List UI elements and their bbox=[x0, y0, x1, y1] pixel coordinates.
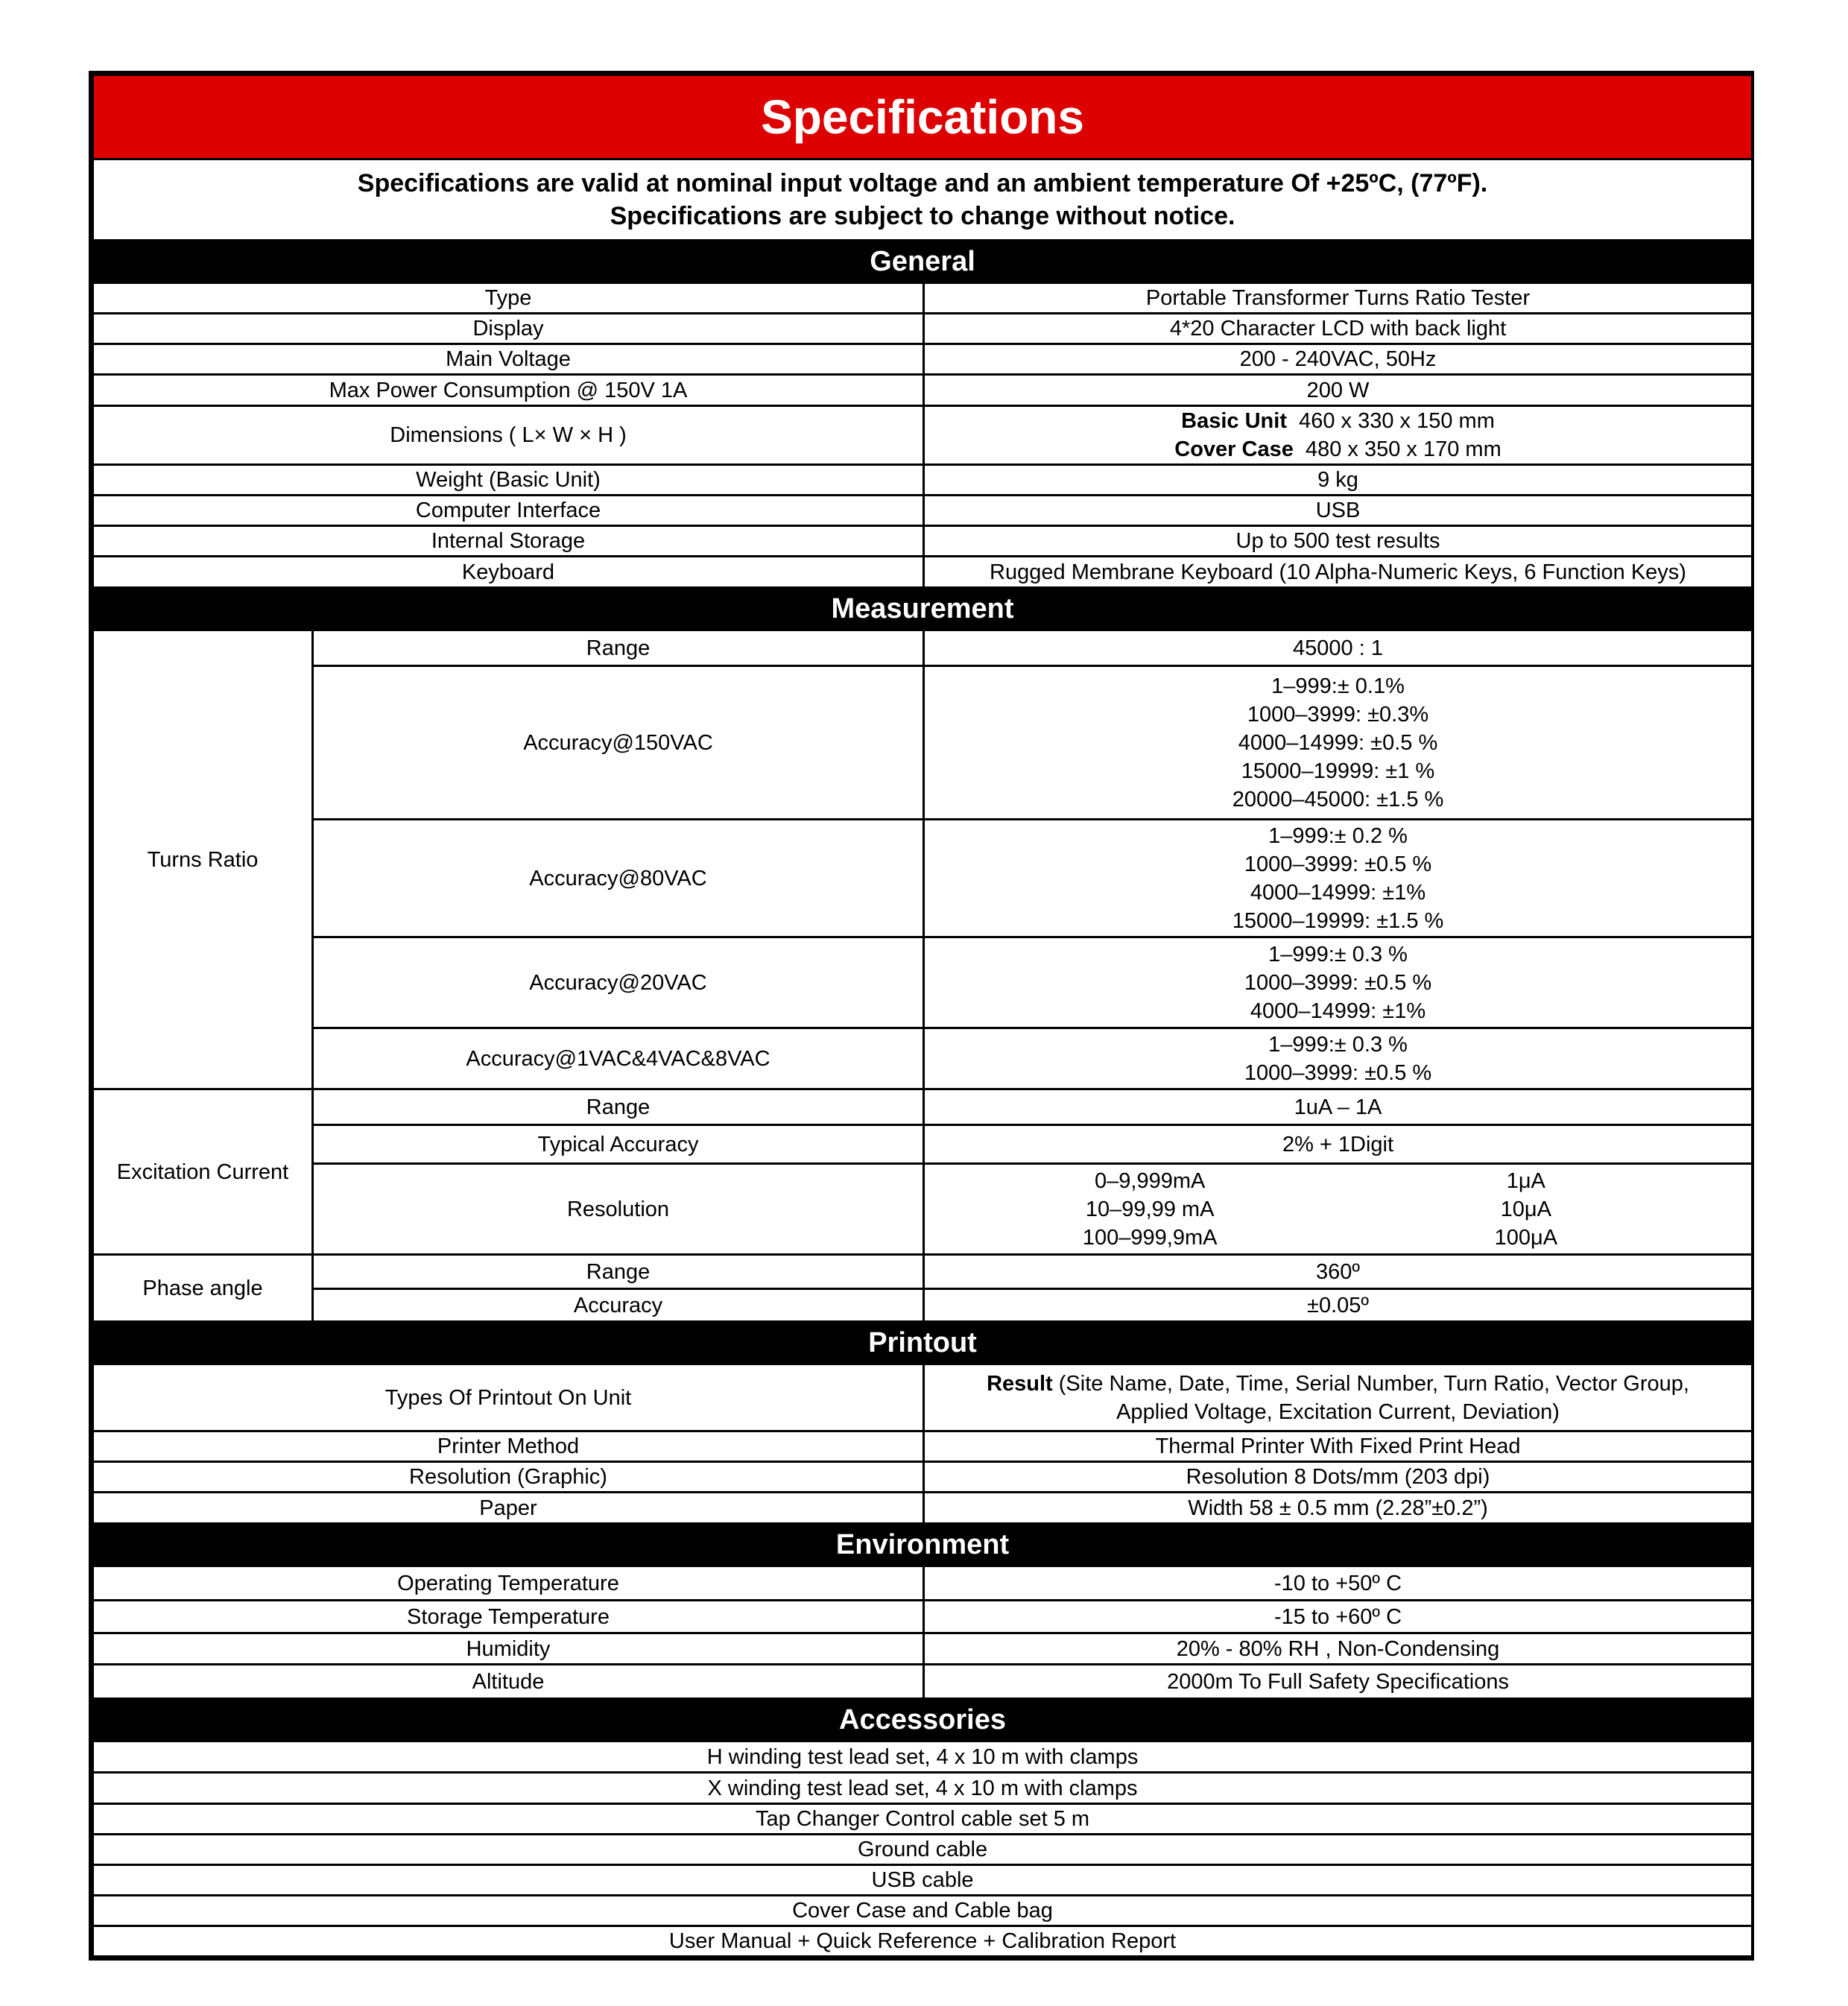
spec-value: Width 58 ± 0.5 mm (2.28”±0.2”) bbox=[924, 1493, 1753, 1524]
resolution-value: 100μA bbox=[1494, 1225, 1558, 1250]
accuracy-line: 1000–3999: ±0.3% bbox=[1247, 702, 1429, 727]
accuracy-line: 1000–3999: ±0.5 % bbox=[1244, 970, 1432, 995]
spec-label: Range bbox=[313, 1255, 924, 1289]
spec-value: 200 W bbox=[924, 375, 1753, 406]
spec-value: Portable Transformer Turns Ratio Tester bbox=[924, 283, 1753, 314]
spec-label: Storage Temperature bbox=[93, 1601, 924, 1633]
phase-angle-label: Phase angle bbox=[93, 1255, 313, 1322]
spec-value-printout-types bbox=[924, 1364, 1753, 1431]
resolution-range: 0–9,999mA bbox=[1095, 1168, 1206, 1193]
spec-label: Humidity bbox=[93, 1633, 924, 1665]
spec-label: Operating Temperature bbox=[93, 1566, 924, 1601]
spec-label: Altitude bbox=[93, 1665, 924, 1699]
accuracy-line: 1–999:± 0.1% bbox=[1271, 674, 1405, 698]
spec-label: Paper bbox=[93, 1493, 924, 1524]
accuracy-line: 4000–14999: ±1% bbox=[1250, 880, 1426, 905]
spec-label: Resolution bbox=[313, 1164, 924, 1255]
accuracy-line: 1–999:± 0.2 % bbox=[1268, 823, 1408, 848]
spec-value: 45000 : 1 bbox=[924, 630, 1753, 666]
excitation-current-label: Excitation Current bbox=[93, 1089, 313, 1255]
spec-value: ±0.05º bbox=[924, 1289, 1753, 1322]
spec-value: 360º bbox=[924, 1255, 1753, 1289]
validity-note bbox=[93, 159, 1753, 241]
spec-value: Rugged Membrane Keyboard (10 Alpha-Numeric Keys, 6 Function Keys) bbox=[924, 557, 1753, 588]
result-fields: (Site Name, Date, Time, Serial Number, Turn Ratio, Vector Group, bbox=[1052, 1371, 1689, 1396]
spec-label: Internal Storage bbox=[93, 526, 924, 557]
section-heading-measurement: Measurement bbox=[93, 588, 1753, 630]
spec-value: 20% - 80% RH , Non-Condensing bbox=[924, 1633, 1753, 1665]
spec-value-list bbox=[924, 937, 1753, 1028]
cover-case-value: 480 x 350 x 170 mm bbox=[1305, 437, 1502, 461]
accessory-item: User Manual + Quick Reference + Calibration Report bbox=[93, 1926, 1753, 1957]
spec-label: Types Of Printout On Unit bbox=[93, 1364, 924, 1431]
note-line: Specifications are subject to change without notice. bbox=[610, 202, 1235, 230]
resolution-value: 1μA bbox=[1506, 1168, 1545, 1193]
spec-label: Range bbox=[313, 630, 924, 666]
accuracy-line: 1000–3999: ±0.5 % bbox=[1244, 852, 1432, 876]
spec-value: 9 kg bbox=[924, 465, 1753, 496]
spec-value: Thermal Printer With Fixed Print Head bbox=[924, 1431, 1753, 1462]
spec-label: Dimensions ( L× W × H ) bbox=[93, 406, 924, 465]
spec-value: USB bbox=[924, 496, 1753, 526]
accessory-item: Cover Case and Cable bag bbox=[93, 1896, 1753, 1926]
accuracy-line: 1–999:± 0.3 % bbox=[1268, 1032, 1408, 1057]
spec-value: 1uA – 1A bbox=[924, 1089, 1753, 1125]
accessory-item: Ground cable bbox=[93, 1835, 1753, 1865]
basic-unit-label: Basic Unit bbox=[1181, 409, 1287, 433]
spec-label: Typical Accuracy bbox=[313, 1125, 924, 1164]
basic-unit-value: 460 x 330 x 150 mm bbox=[1299, 409, 1495, 433]
spec-value: 4*20 Character LCD with back light bbox=[924, 314, 1753, 344]
cover-case-label: Cover Case bbox=[1174, 437, 1294, 461]
spec-value-dimensions bbox=[924, 406, 1753, 465]
resolution-value: 10μA bbox=[1500, 1197, 1551, 1221]
spec-label: Weight (Basic Unit) bbox=[93, 465, 924, 496]
note-line: Specifications are valid at nominal input voltage and an ambient temperature Of +25ºC, (77ºF). bbox=[357, 169, 1488, 197]
spec-value: 200 - 240VAC, 50Hz bbox=[924, 344, 1753, 375]
page-title: Specifications bbox=[93, 75, 1753, 159]
accessory-item: H winding test lead set, 4 x 10 m with clamps bbox=[93, 1741, 1753, 1773]
result-label: Result bbox=[987, 1371, 1053, 1396]
spec-label: Accuracy@150VAC bbox=[313, 666, 924, 820]
spec-value: Up to 500 test results bbox=[924, 526, 1753, 557]
resolution-table bbox=[924, 1164, 1753, 1255]
accuracy-line: 15000–19999: ±1 % bbox=[1241, 759, 1435, 783]
result-fields: Applied Voltage, Excitation Current, Deviation) bbox=[1116, 1399, 1560, 1424]
spec-label: Accuracy@20VAC bbox=[313, 937, 924, 1028]
section-heading-printout: Printout bbox=[93, 1322, 1753, 1364]
spec-label: Accuracy@1VAC&4VAC&8VAC bbox=[313, 1028, 924, 1089]
accuracy-line: 1000–3999: ±0.5 % bbox=[1244, 1060, 1432, 1085]
accuracy-line: 1–999:± 0.3 % bbox=[1268, 942, 1408, 966]
spec-label: Computer Interface bbox=[93, 496, 924, 526]
section-heading-accessories: Accessories bbox=[93, 1699, 1753, 1741]
spec-label: Type bbox=[93, 283, 924, 314]
resolution-range: 10–99,99 mA bbox=[1085, 1197, 1215, 1221]
accuracy-line: 15000–19999: ±1.5 % bbox=[1232, 908, 1444, 933]
accuracy-line: 20000–45000: ±1.5 % bbox=[1232, 787, 1444, 811]
spec-value: 2% + 1Digit bbox=[924, 1125, 1753, 1164]
accessory-item: Tap Changer Control cable set 5 m bbox=[93, 1804, 1753, 1835]
spec-label: Resolution (Graphic) bbox=[93, 1462, 924, 1493]
spec-value-list bbox=[924, 820, 1753, 937]
spec-value: Resolution 8 Dots/mm (203 dpi) bbox=[924, 1462, 1753, 1493]
accuracy-line: 4000–14999: ±0.5 % bbox=[1238, 730, 1438, 755]
turns-ratio-label: Turns Ratio bbox=[93, 630, 313, 1089]
section-heading-environment: Environment bbox=[93, 1524, 1753, 1566]
accessory-item: USB cable bbox=[93, 1865, 1753, 1896]
spec-label: Display bbox=[93, 314, 924, 344]
spec-value: 2000m To Full Safety Specifications bbox=[924, 1665, 1753, 1699]
spec-label: Printer Method bbox=[93, 1431, 924, 1462]
spec-sheet bbox=[89, 71, 1754, 1961]
spec-table bbox=[92, 74, 1753, 1958]
spec-label: Main Voltage bbox=[93, 344, 924, 375]
spec-label: Range bbox=[313, 1089, 924, 1125]
accessory-item: X winding test lead set, 4 x 10 m with clamps bbox=[93, 1773, 1753, 1804]
section-heading-general: General bbox=[93, 241, 1753, 283]
spec-value: -10 to +50º C bbox=[924, 1566, 1753, 1601]
spec-label: Max Power Consumption @ 150V 1A bbox=[93, 375, 924, 406]
spec-label: Keyboard bbox=[93, 557, 924, 588]
spec-label: Accuracy@80VAC bbox=[313, 820, 924, 937]
spec-value-list bbox=[924, 1028, 1753, 1089]
spec-label: Accuracy bbox=[313, 1289, 924, 1322]
resolution-range: 100–999,9mA bbox=[1082, 1225, 1218, 1250]
accuracy-line: 4000–14999: ±1% bbox=[1250, 999, 1426, 1023]
spec-value: -15 to +60º C bbox=[924, 1601, 1753, 1633]
spec-value-list bbox=[924, 666, 1753, 820]
